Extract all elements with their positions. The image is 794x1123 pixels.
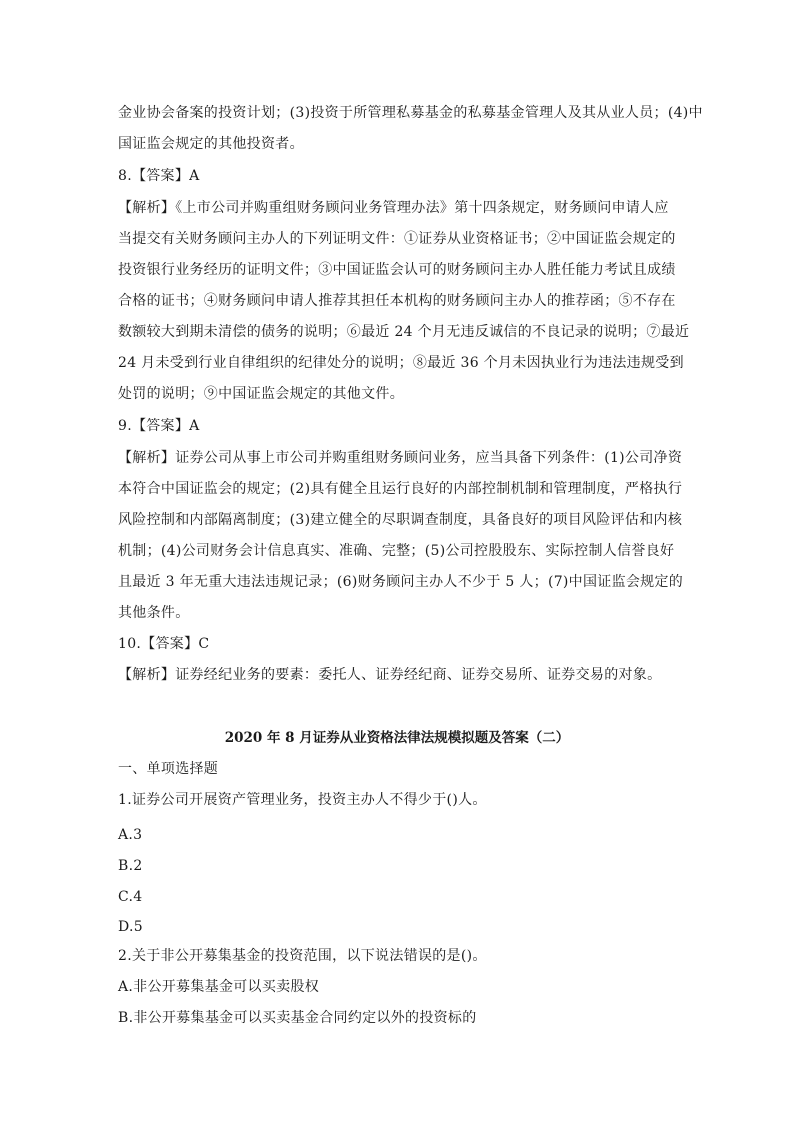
q8-answer: 8.【答案】A [118,168,200,184]
q10-explanation-line: 【解析】证券经纪业务的要素：委托人、证券经纪商、证券交易所、证券交易的对象。 [118,667,662,683]
question-option: B.非公开募集基金可以买卖基金合同约定以外的投资标的 [118,1010,477,1026]
q9-explanation-line: 其他条件。 [118,605,190,621]
question-option: C.4 [118,889,143,905]
question-stem: 2.关于非公开募集基金的投资范围，以下说法错误的是()。 [118,948,487,964]
q10-answer: 10.【答案】C [118,636,210,652]
q8-explanation-line: 【解析】《上市公司并购重组财务顾问业务管理办法》第十四条规定，财务顾问申请人应 [118,200,669,216]
q9-answer: 9.【答案】A [118,418,200,434]
q8-explanation-line: 投资银行业务经历的证明文件；③中国证监会认可的财务顾问主办人胜任能力考试且成绩 [118,262,676,278]
question-option: D.5 [118,919,143,935]
q7-explanation-line: 金业协会备案的投资计划；(3)投资于所管理私募基金的私募基金管理人及其从业人员；(4)中 [118,105,703,121]
question-option: A.非公开募集基金可以买卖股权 [118,979,320,995]
section-title: 2020 年 8 月证券从业资格法律法规模拟题及答案（二） [224,730,570,746]
q8-explanation-line: 合格的证书；④财务顾问申请人推荐其担任本机构的财务顾问主办人的推荐函；⑤不存在 [118,293,676,309]
q9-explanation-line: 且最近 3 年无重大违法违规记录；(6)财务顾问主办人不少于 5 人；(7)中国证监会规定的 [118,574,684,590]
question-option: A.3 [118,827,143,843]
q9-explanation-line: 【解析】证券公司从事上市公司并购重组财务顾问业务，应当具备下列条件：(1)公司净资 [118,450,683,466]
question-option: B.2 [118,858,143,874]
section-heading: 一、单项选择题 [118,761,219,777]
question-stem: 1.证券公司开展资产管理业务，投资主办人不得少于()人。 [118,792,487,808]
q8-explanation-line: 24 月未受到行业自律组织的纪律处分的说明；⑧最近 36 个月未因执业行为违法违规受到 [118,355,684,371]
q8-explanation-line: 处罚的说明；⑨中国证监会规定的其他文件。 [118,386,404,402]
q9-explanation-line: 机制；(4)公司财务会计信息真实、准确、完整；(5)公司控股股东、实际控制人信誉良好 [118,543,675,559]
q9-explanation-line: 风险控制和内部隔离制度；(3)建立健全的尽职调查制度，具备良好的项目风险评估和内核 [118,512,683,528]
q9-explanation-line: 本符合中国证监会的规定；(2)具有健全且运行良好的内部控制机制和管理制度，严格执行 [118,481,683,497]
q8-explanation-line: 当提交有关财务顾问主办人的下列证明文件：①证券从业资格证书；②中国证监会规定的 [118,231,676,247]
q7-explanation-line: 国证监会规定的其他投资者。 [118,136,304,152]
q8-explanation-line: 数额较大到期未清偿的债务的说明；⑥最近 24 个月无违反诚信的不良记录的说明；⑦最近 [118,324,690,340]
